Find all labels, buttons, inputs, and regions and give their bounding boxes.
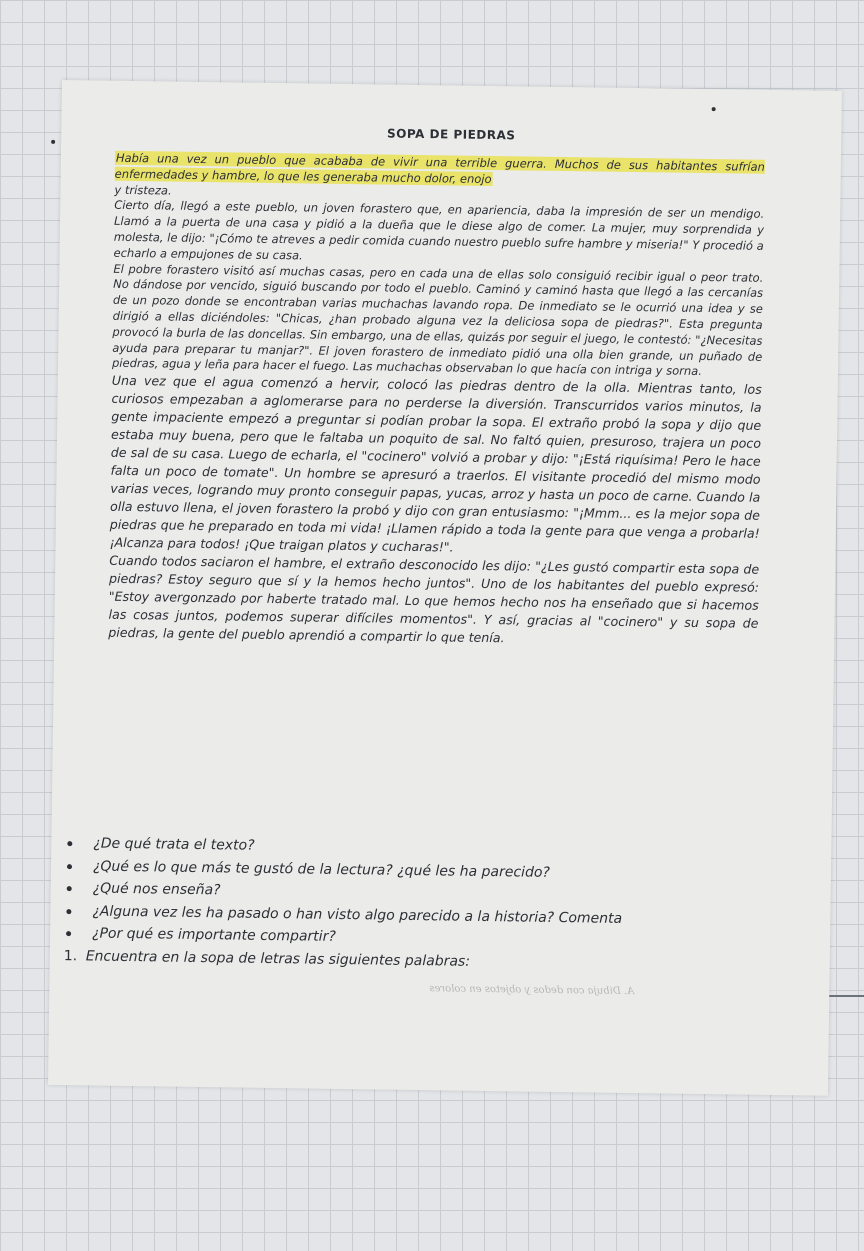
bullet-icon — [67, 841, 72, 846]
question-item: ¿De qué trata el texto? — [65, 832, 765, 864]
story-paragraph: El pobre forastero visitó así muchas casas, pero en cada una de ellas solo consiguió recibir igual o peor trato. No dándose por vencido, siguió buscando por todo el pueblo. Caminó y caminó hasta que llegó a las cercanías de un pozo donde se encontraban varias muchachas lavando ropa. De inmediato se le ocurrió una idea y se dirigió a ellas diciéndoles: "Chicas, ¿han probado alguna vez la deliciosa sopa de piedras?". Esta pregunta provocó la burla de las doncellas. Sin embargo, una de ellas, quizás por seguir el juego, le contestó: "¿Necesitas ayuda para preparar tu manjar?". El joven forastero de inmediato pidió una olla bien grande, un puñado de piedras, agua y leña para hacer el fuego. Las muchachas observaban lo que hacía con intriga y sorna. — [111, 261, 764, 379]
questions-section — [64, 832, 766, 977]
bullet-icon — [67, 864, 72, 869]
question-list — [64, 832, 766, 954]
task-text: Encuentra en la sopa de letras las siguientes palabras: — [85, 947, 471, 970]
question-item: ¿Alguna vez les ha pasado o han visto algo parecido a la historia? Comenta — [64, 900, 764, 932]
bullet-icon — [66, 931, 71, 936]
story-body — [108, 151, 765, 651]
bullet-icon — [66, 909, 71, 914]
bleed-through-text: A. Dibuja con dedos y objetos en colores — [429, 983, 635, 998]
printed-worksheet — [48, 80, 842, 1096]
story-paragraph: Cierto día, llegó a este pueblo, un joven forastero que, en apariencia, daba la impresión de ser un mendigo. Llamó a la puerta de una casa y pidió a la dueña que le diese algo de comer. La mujer, muy sorprendida y molesta, le dijo: "¡Cómo te atreves a pedir comida cuando nuestro pueblo sufre hambre y miseria!" Y procedió a echarlo a empujones de su casa. — [113, 198, 765, 263]
bullet-icon — [67, 886, 72, 891]
ink-dot — [712, 107, 716, 111]
highlighted-text: Había una vez un pueblo que acababa de vivir una terrible guerra. Muchos de sus habitantes sufrían enfermedades y hambre, lo que les generaba mucho dolor, enojo — [114, 150, 765, 186]
question-item: ¿Por qué es importante compartir? — [64, 922, 764, 954]
story-paragraph: Cuando todos saciaron el hambre, el extraño desconocido les dijo: "¿Les gustó compartir esta sopa de piedras? Estoy seguro que sí y la hemos hecho juntos". Uno de los habitantes del pueblo expresó: "Estoy avergonzado por haberte tratado mal. Lo que hemos hecho nos ha enseñado que si hacemos las cosas juntos, podemos superar difíciles momentos". Y así, gracias al "cocinero" y su sopa de piedras, la gente del pueblo aprendió a compartir lo que tenía. — [108, 552, 760, 646]
question-item: ¿Qué es lo que más te gustó de la lectura? ¿qué les ha parecido? — [65, 855, 765, 887]
ink-dot — [51, 140, 55, 144]
intro-rest: y tristeza. — [114, 182, 172, 198]
story-paragraph: Una vez que el agua comenzó a hervir, colocó las piedras dentro de la olla. Mientras tanto, los curiosos empezaban a aglomerarse para no perderse la diversión. Transcurridos varios minutos, la gente impaciente empezó a preguntar si podían probar la sopa. El extraño probó la sopa y dijo que estaba muy buena, pero que le faltaba un poquito de sal. No faltó quien, presuroso, trajera un poco de sal de su casa. Luego de echarla, el "cocinero" volvió a probar y dijo: "¡Está riquísima! Pero le hace falta un poco de tomate". Un hombre se apresuró a traerlos. El visitante procedió del mismo modo varias veces, logrando muy pronto conseguir papas, yucas, arroz y hasta un poco de carne. Cuando la olla estuvo llena, el joven forastero la probó y dijo con gran entusiasmo: "¡Mmm... es la mejor sopa de piedras que he preparado en toda mi vida! ¡Llamen rápido a toda la gente para que venga a probarla! ¡Alcanza para todos! ¡Que traigan platos y cucharas!". — [109, 372, 762, 555]
task-number: 1. — [63, 947, 78, 964]
question-item: ¿Qué nos enseña? — [65, 877, 765, 909]
story-title: SOPA DE PIEDRAS — [386, 126, 516, 143]
